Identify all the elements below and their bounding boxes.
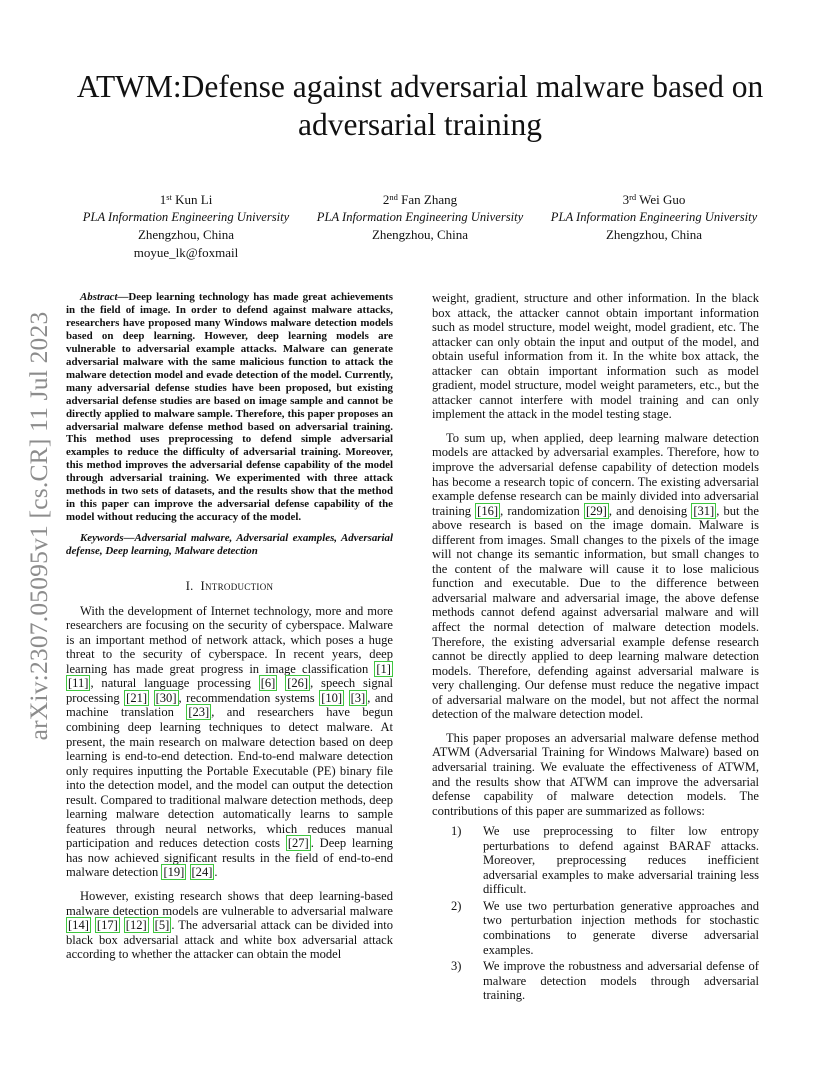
list-item-text: We use two perturbation generative approaches and two perturbation injection methods for stochastic combinations to generate diverse adversarial examples. <box>483 898 759 957</box>
abstract: Abstract—Deep learning technology has made great achievements in the field of image. In order to defend against malware attacks, researchers have proposed many Windows malware detection models based on deep learning. However, deep learning models are vulnerable to adversarial example attacks. Malware can generate adversarial malware with the same malicious function to attack the malware detection model and evade detection of the model. Currently, many adversarial defense studies have been proposed, but existing adversarial defense studies are based on image sample and cannot be directly applied to malware sample. Therefore, this paper proposes an adversarial malware defense method based on adversarial training. This method uses preprocessing to defend simple adversarial examples to reduce the difficulty of adversarial training. Moreover, this method improves the adversarial defense capability of the model through adversarial training. We experimented with three attack methods in two sets of datasets, and the results show that the method in this paper can improve the adversarial defense capability of the model without reducing the accuracy of the model. <box>66 291 393 524</box>
intro-paragraph-2: However, existing research shows that deep learning-based malware detection models are vulnerable to adversarial malware [14] [17] [12] [5] . The adversarial attack can be divided into black box adversarial attack and white box adversarial attack according to whether the attacker can obtain the model <box>66 889 393 962</box>
arxiv-identifier-stamp <box>22 295 56 757</box>
citation-link[interactable]: [19] <box>163 865 185 880</box>
citation-link[interactable]: [30] <box>155 690 177 705</box>
author-name: 1st Kun Li <box>159 192 213 207</box>
author-email[interactable]: moyue_lk@foxmail <box>133 244 239 260</box>
author-affiliation: PLA Information Engineering University <box>316 209 524 224</box>
author-name: 2nd Fan Zhang <box>382 192 458 207</box>
author-city: Zhengzhou, China <box>605 227 703 243</box>
list-item <box>432 959 759 1003</box>
list-item-number: 1) <box>451 824 462 839</box>
contributions-list <box>432 824 759 1003</box>
arxiv-identifier-text: arXiv:2307.05095v1 [cs.CR] 11 Jul 2023 <box>24 311 53 741</box>
list-item <box>432 824 759 897</box>
author-affiliation: PLA Information Engineering University <box>550 209 758 224</box>
intro-paragraph-3: weight, gradient, structure and other information. In the black box attack, the attacker cannot obtain important information such as model structure, model weight, model gradient, etc. The attacker can only obtain the input and output of the model, and obtain useful information from it. In the white box attack, the attacker can obtain important information such as model gradient, model structure, model weight parameters, etc., but the attacker cannot interfere with model training and can only implement the attack in the model testing stage. <box>432 291 759 422</box>
author-block-1 <box>66 191 306 261</box>
list-item-text: We use preprocessing to filter low entropy perturbations to defend against BARAF attacks. Moreover, preprocessing reduces inefficient adversarial examples to make adversarial training less difficult. <box>483 824 759 897</box>
citation-link[interactable]: [29] <box>585 503 607 518</box>
author-block-2 <box>300 191 540 244</box>
citation-link[interactable]: [23] <box>188 705 210 720</box>
intro-paragraph-5: This paper proposes an adversarial malware defense method ATWM (Adversarial Training for Windows Malware) based on adversarial training. We evaluate the effectiveness of ATWM, and the results show that ATWM can improve the adversarial defense capability of malware detection models. The contributions of this paper are summarized as follows: <box>432 730 759 818</box>
left-column <box>66 291 393 962</box>
citation-link[interactable]: [10] <box>321 690 343 705</box>
author-city: Zhengzhou, China <box>371 227 469 243</box>
list-item <box>432 899 759 957</box>
citation-link[interactable]: [1] <box>376 661 391 676</box>
citation-link[interactable]: [26] <box>287 676 309 691</box>
citation-link[interactable]: [6] <box>260 676 276 691</box>
right-column <box>432 291 759 1005</box>
citation-link[interactable]: [21] <box>126 690 148 705</box>
citation-link[interactable]: [5] <box>154 918 170 933</box>
citation-link[interactable]: [3] <box>350 690 366 705</box>
citation-link[interactable]: [16] <box>477 503 499 518</box>
intro-paragraph-4: To sum up, when applied, deep learning malware detection models are attacked by adversarial examples. Therefore, how to improve the adversarial defense capability of detection models has become a research topic of concern. The existing adversarial example defense research can be mainly divided into adversarial training [16] , randomization [29] , and denoising [31] , but the above research is based on the image domain. Malware is different from images. Small changes to the pixels of the image will not change its semantic information, but small changes to the content of the malware will cause it to lose malicious function and executable. Due to the difference between adversarial malware and adversarial image, the above defense methods cannot defend against adversarial malware and will affect the normal detection of malware detection models. Therefore, the existing adversarial example defense research cannot be directly applied to deep learning malware detection models. Therefore, defending against adversarial malware is very challenging. Our defense must reduce the negative impact of adversarial malware on the model, but not affect the normal detection of the malware detection model. <box>432 430 759 722</box>
list-item-text: We improve the robustness and adversarial defense of malware detection models through adversarial training. <box>483 959 759 1003</box>
author-city: Zhengzhou, China <box>137 227 235 243</box>
paper-title: ATWM:Defense against adversarial malware based on adversarial training <box>76 69 764 142</box>
citation-link[interactable]: [17] <box>96 918 118 933</box>
list-item-number: 3) <box>451 959 462 974</box>
section-heading-introduction: I. Introduction <box>185 579 274 594</box>
keywords: Keywords—Adversarial malware, Adversarial examples, Adversarial defense, Deep learning, Malware detection <box>66 532 393 558</box>
list-item-number: 2) <box>451 898 462 913</box>
author-name: 3rd Wei Guo <box>622 192 686 207</box>
citation-link[interactable]: [11] <box>68 676 89 691</box>
citation-link[interactable]: [14] <box>68 918 89 933</box>
intro-paragraph-1: With the development of Internet technology, more and more researchers are focusing on the security of cyberspace. Malware is an important method of network attack, which poses a huge threat to the security of cyberspace. In recent years, deep learning has made great progress in image classification [1] [11] , natural language processing [6] [26] , speech signal processing [21] [30] , recommendation systems [10] [3] , and machine translation [23] , and researchers have begun combining deep learning techniques to detect malware. At present, the main research on malware detection based on deep learning is end-to-end detection. End-to-end malware detection only requires inputting the Portable Executable (PE) binary file into the detection model, and the model can output the detection result. Compared to traditional malware detection methods, deep learning malware detection automatically learns to sample features through neural networks, which reduces manual participation and reduces detection costs [27] . Deep learning has now achieved significant results in the field of end-to-end malware detection [19] [24] . <box>66 603 394 880</box>
citation-link[interactable]: [31] <box>693 503 715 518</box>
citation-link[interactable]: [24] <box>191 865 213 880</box>
author-affiliation: PLA Information Engineering University <box>82 209 290 224</box>
citation-link[interactable]: [27] <box>287 836 309 851</box>
author-block-3 <box>534 191 774 244</box>
citation-link[interactable]: [12] <box>125 918 147 933</box>
